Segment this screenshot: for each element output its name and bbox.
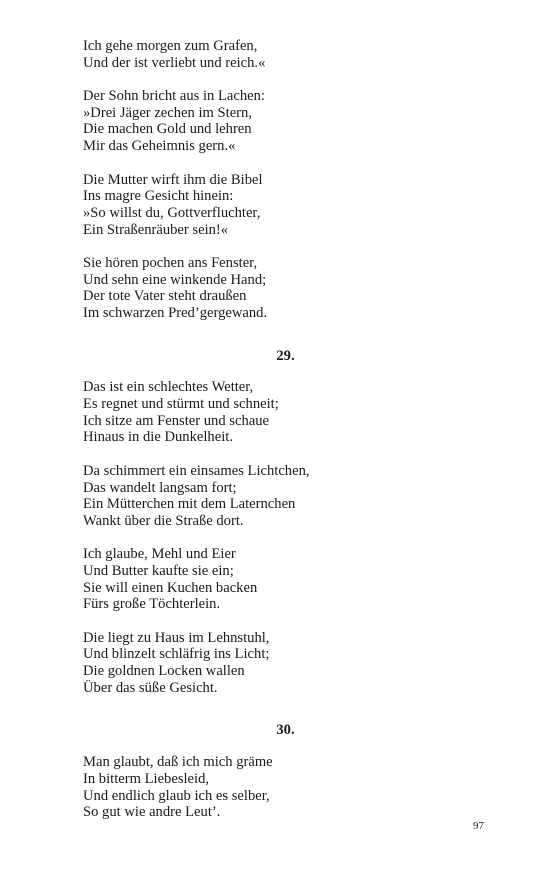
- verse-line: Und endlich glaub ich es selber,: [83, 787, 270, 804]
- verse-line: Über das süße Gesicht.: [83, 679, 218, 696]
- verse-line: »Drei Jäger zechen im Stern,: [83, 104, 252, 121]
- verse-line: Im schwarzen Pred’gergewand.: [83, 305, 268, 321]
- verse-line: Sie will einen Kuchen backen: [83, 579, 258, 596]
- stanza: [83, 463, 488, 530]
- verse-line: Die Mutter wirft ihm die Bibel: [83, 171, 263, 188]
- verse-line: Da schimmert ein einsames Lichtchen,: [83, 462, 310, 479]
- verse-line: Sie hören pochen ans Fenster,: [83, 254, 258, 271]
- verse-line: Ein Straßenräuber sein!«: [83, 221, 229, 238]
- section-spacer: [83, 696, 488, 722]
- verse-line: Hinaus in die Dunkelheit.: [83, 429, 233, 446]
- poem-continuation: [83, 38, 488, 322]
- stanza: [83, 379, 488, 446]
- verse-line: Und sehn eine winkende Hand;: [83, 271, 267, 288]
- section-spacer: [83, 322, 488, 348]
- verse-line: Ich gehe morgen zum Grafen,: [83, 38, 258, 54]
- verse-line: Und der ist verliebt und reich.«: [83, 54, 266, 71]
- page-number: 97: [473, 820, 484, 832]
- verse-line: Wankt über die Straße dort.: [83, 512, 244, 529]
- stanza: [83, 255, 488, 322]
- poem-30: [83, 722, 488, 820]
- verse-line: Ins magre Gesicht hinein:: [83, 188, 234, 205]
- verse-line: In bitterm Liebesleid,: [83, 770, 210, 787]
- verse-line: Das wandelt langsam fort;: [83, 479, 237, 496]
- poem-number: 30.: [276, 722, 295, 739]
- verse-line: Ich sitze am Fenster und schaue: [83, 412, 270, 429]
- verse-line: Und Butter kaufte sie ein;: [83, 562, 234, 579]
- stanza: [83, 38, 488, 71]
- verse-line: Der tote Vater steht draußen: [83, 288, 247, 305]
- verse-line: Die goldnen Locken wallen: [83, 663, 245, 680]
- stanza: [83, 88, 488, 155]
- verse-line: Fürs große Töchterlein.: [83, 596, 221, 613]
- stanza: [83, 172, 488, 239]
- stanza: [83, 754, 488, 821]
- verse-line: Das ist ein schlechtes Wetter,: [83, 379, 254, 396]
- verse-line: Man glaubt, daß ich mich gräme: [83, 754, 273, 771]
- verse-line: Es regnet und stürmt und schneit;: [83, 396, 279, 413]
- poem-number: 29.: [276, 347, 295, 364]
- verse-line: Der Sohn bricht aus in Lachen:: [83, 88, 265, 105]
- verse-line: Ich glaube, Mehl und Eier: [83, 546, 236, 563]
- stanza: [83, 630, 488, 697]
- verse-line: So gut wie andre Leut’.: [83, 804, 221, 821]
- page-body: [83, 38, 488, 821]
- verse-line: »So willst du, Gottverfluchter,: [83, 204, 261, 221]
- verse-line: Mir das Geheimnis gern.«: [83, 138, 236, 155]
- verse-line: Ein Mütterchen mit dem Laternchen: [83, 496, 296, 513]
- poem-29: [83, 348, 488, 697]
- stanza: [83, 546, 488, 613]
- verse-line: Die liegt zu Haus im Lehnstuhl,: [83, 629, 270, 646]
- verse-line: Die machen Gold und lehren: [83, 121, 252, 138]
- verse-line: Und blinzelt schläfrig ins Licht;: [83, 646, 270, 663]
